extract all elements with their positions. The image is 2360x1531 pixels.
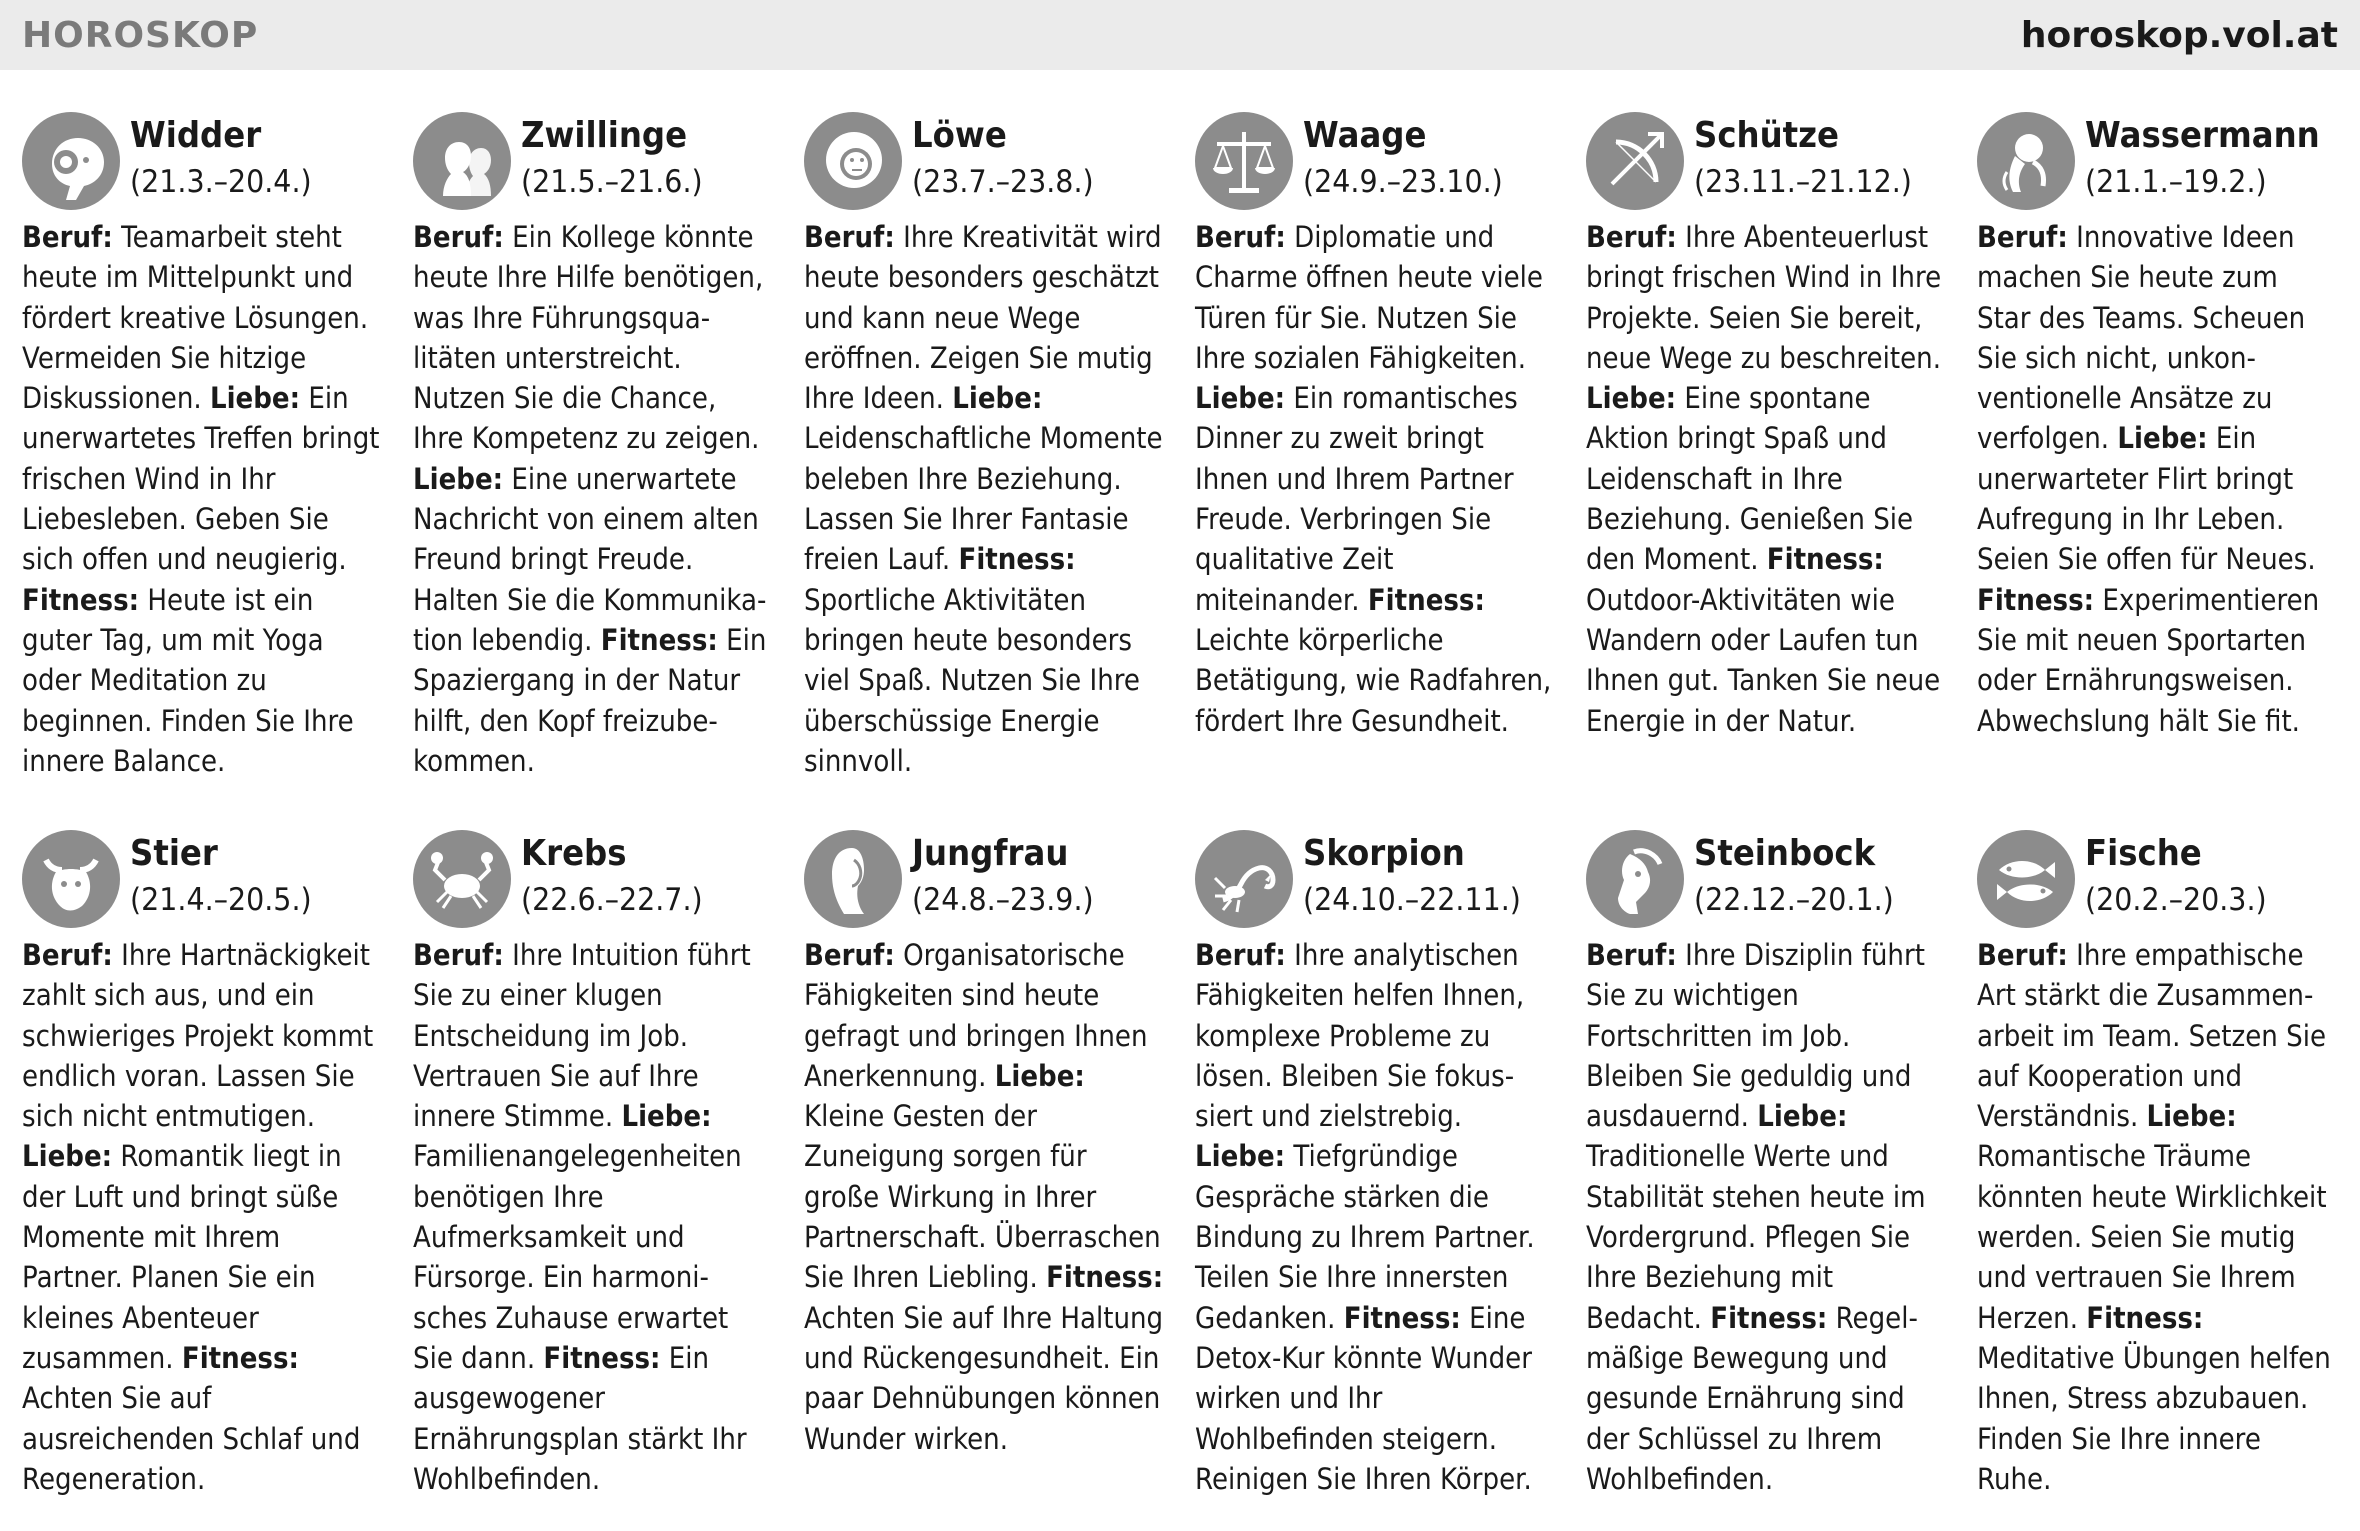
sign-card-schütze bbox=[1586, 112, 1956, 741]
liebe-label: Liebe: bbox=[22, 1139, 113, 1174]
fitness-label: Fitness: bbox=[600, 622, 718, 657]
sign-text bbox=[804, 935, 1164, 1459]
beruf-text: Organisatorische Fähigkeiten sind heute gefragt und bringen Ihnen Anerkennung. bbox=[804, 938, 1148, 1093]
sign-dates: (24.10.–22.11.) bbox=[1303, 882, 1521, 918]
sign-text bbox=[1977, 217, 2337, 741]
fitness-label: Fitness: bbox=[1710, 1300, 1828, 1335]
fitness-label: Fitness: bbox=[1766, 542, 1884, 577]
sign-name: Skorpion bbox=[1303, 833, 1465, 874]
sign-name: Wassermann bbox=[2085, 115, 2320, 156]
sign-header bbox=[1977, 830, 2347, 935]
sign-text bbox=[413, 217, 773, 781]
fitness-label: Fitness: bbox=[1343, 1300, 1461, 1335]
fitness-text: Leichte körperliche Betätigung, wie Radfahren, fördert Ihre Gesundheit. bbox=[1195, 622, 1552, 738]
sign-card-waage bbox=[1195, 112, 1565, 741]
sign-dates: (23.7.–23.8.) bbox=[912, 164, 1094, 200]
sign-name: Stier bbox=[130, 833, 218, 874]
liebe-text: Familienangelegenheiten benötigen Ihre Aufmerksamkeit und Fürsorge. Ein harmonisches Zuhause erwartet Sie dann. bbox=[413, 1139, 742, 1375]
beruf-text: Ihre analytischen Fähigkeiten helfen Ihnen, komplexe Probleme zu lösen. Bleiben Sie fokussiert und zielstrebig. bbox=[1195, 938, 1525, 1134]
beruf-text: Teamarbeit steht heute im Mittelpunkt und fördert kreative Lösungen. Vermeiden Sie hitzige Diskussionen. bbox=[22, 220, 369, 416]
sign-card-fische bbox=[1977, 830, 2347, 1499]
sign-header bbox=[413, 830, 783, 935]
liebe-label: Liebe: bbox=[209, 381, 301, 416]
liebe-text: Romantik liegt in der Luft und bringt süße Momente mit Ihrem Partner. Planen Sie ein kleines Abenteuer zusammen. bbox=[22, 1139, 342, 1375]
sign-name: Fische bbox=[2085, 833, 2202, 874]
twins-icon bbox=[413, 112, 511, 210]
sign-text bbox=[1586, 217, 1946, 741]
sign-text bbox=[413, 935, 773, 1499]
liebe-text: Kleine Gesten der Zuneigung sorgen für große Wirkung in Ihrer Partnerschaft. Überraschen Sie Ihren Liebling. bbox=[804, 1099, 1161, 1295]
liebe-text: Ein unerwarteter Flirt bringt Aufregung in Ihr Leben. Seien Sie offen für Neues. bbox=[1977, 421, 2316, 577]
beruf-label: Beruf: bbox=[1977, 938, 2068, 972]
fitness-text: Heute ist ein guter Tag, um mit Yoga oder Meditation zu beginnen. Finden Sie Ihre innere Balance. bbox=[22, 582, 354, 778]
sign-text bbox=[1195, 935, 1555, 1499]
beruf-text: Diplomatie und Charme öffnen heute viele Türen für Sie. Nutzen Sie Ihre sozialen Fähigkeiten. bbox=[1195, 220, 1544, 375]
sign-text bbox=[1586, 935, 1946, 1499]
sign-text bbox=[804, 217, 1164, 781]
sign-header bbox=[1586, 830, 1956, 935]
beruf-label: Beruf: bbox=[1195, 220, 1286, 254]
sign-name: Widder bbox=[130, 115, 262, 156]
fitness-label: Fitness: bbox=[1367, 582, 1485, 617]
fitness-text: Ein Spaziergang in der Natur hilft, den Kopf freizubekommen. bbox=[413, 622, 767, 778]
scorpion-icon bbox=[1195, 830, 1293, 928]
liebe-label: Liebe: bbox=[413, 461, 504, 496]
bull-icon bbox=[22, 830, 120, 928]
liebe-label: Liebe: bbox=[621, 1099, 712, 1134]
liebe-label: Liebe: bbox=[2117, 421, 2208, 456]
liebe-text: Traditionelle Werte und Stabilität stehen heute im Vordergrund. Pflegen Sie Ihre Beziehung mit Bedacht. bbox=[1586, 1139, 1926, 1335]
fitness-label: Fitness: bbox=[1046, 1260, 1164, 1295]
fitness-label: Fitness: bbox=[1977, 582, 2095, 617]
sign-dates: (24.9.–23.10.) bbox=[1303, 164, 1503, 200]
beruf-label: Beruf: bbox=[804, 938, 895, 972]
sign-header bbox=[1977, 112, 2347, 217]
sign-text bbox=[1195, 217, 1555, 741]
crab-icon bbox=[413, 830, 511, 928]
fish-icon bbox=[1977, 830, 2075, 928]
site-link[interactable]: horoskop.vol.at bbox=[2020, 14, 2338, 56]
liebe-text: Romantische Träume könnten heute Wirklichkeit werden. Seien Sie mutig und vertrauen Sie Ihrem Herzen. bbox=[1977, 1139, 2327, 1335]
beruf-label: Beruf: bbox=[413, 938, 504, 972]
fitness-text: Outdoor-Aktivitäten wie Wandern oder Laufen tun Ihnen gut. Tanken Sie neue Energie in der Natur. bbox=[1586, 582, 1941, 738]
sign-name: Zwillinge bbox=[521, 115, 688, 156]
fitness-text: Eine Detox-Kur könnte Wunder wirken und Ihr Wohlbefinden steigern. Reinigen Sie Ihren Körper. bbox=[1195, 1300, 1532, 1496]
beruf-label: Beruf: bbox=[1195, 938, 1286, 972]
sign-card-skorpion bbox=[1195, 830, 1565, 1499]
sign-dates: (24.8.–23.9.) bbox=[912, 882, 1094, 918]
sign-header bbox=[804, 112, 1174, 217]
sign-dates: (21.4.–20.5.) bbox=[130, 882, 312, 918]
beruf-text: Ihre Kreativität wird heute besonders geschätzt und kann neue Wege eröffnen. Zeigen Sie mutig Ihre Ideen. bbox=[804, 220, 1162, 416]
liebe-text: Tiefgründige Gespräche stärken die Bindung zu Ihrem Partner. Teilen Sie Ihre innersten Gedanken. bbox=[1195, 1139, 1535, 1335]
sign-card-löwe bbox=[804, 112, 1174, 781]
sign-header bbox=[413, 112, 783, 217]
lion-icon bbox=[804, 112, 902, 210]
sign-header bbox=[804, 830, 1174, 935]
beruf-label: Beruf: bbox=[1586, 938, 1677, 972]
fitness-label: Fitness: bbox=[2086, 1300, 2204, 1335]
fitness-text: Regelmäßige Bewegung und gesunde Ernährung sind der Schlüssel zu Ihrem Wohlbefinden. bbox=[1586, 1300, 1918, 1496]
sign-header bbox=[1586, 112, 1956, 217]
sign-name: Jungfrau bbox=[912, 833, 1069, 874]
beruf-text: Ihre Intuition führt Sie zu einer klugen Entscheidung im Job. Vertrauen Sie auf Ihre innere Stimme. bbox=[413, 938, 751, 1134]
liebe-text: Leidenschaftliche Momente beleben Ihre Beziehung. Lassen Sie Ihrer Fantasie freien Lauf. bbox=[804, 421, 1163, 577]
sign-header bbox=[1195, 830, 1565, 935]
sign-header bbox=[22, 112, 392, 217]
fitness-label: Fitness: bbox=[958, 542, 1076, 577]
sign-card-stier bbox=[22, 830, 392, 1499]
sign-name: Schütze bbox=[1694, 115, 1839, 156]
bow-arrow-icon bbox=[1586, 112, 1684, 210]
sign-text bbox=[22, 935, 382, 1499]
sign-dates: (22.12.–20.1.) bbox=[1694, 882, 1894, 918]
fitness-label: Fitness: bbox=[543, 1340, 661, 1375]
fitness-text: Achten Sie auf ausreichenden Schlaf und Regeneration. bbox=[22, 1381, 361, 1496]
liebe-label: Liebe: bbox=[994, 1058, 1085, 1093]
fitness-label: Fitness: bbox=[181, 1340, 299, 1375]
ram-icon bbox=[22, 112, 120, 210]
sign-header bbox=[22, 830, 392, 935]
liebe-label: Liebe: bbox=[1195, 381, 1286, 416]
sign-dates: (22.6.–22.7.) bbox=[521, 882, 703, 918]
scales-icon bbox=[1195, 112, 1293, 210]
beruf-text: Ihre empathische Art stärkt die Zusammenarbeit im Team. Setzen Sie auf Kooperation und Verständnis. bbox=[1977, 938, 2327, 1134]
beruf-label: Beruf: bbox=[1977, 220, 2068, 254]
sign-dates: (23.11.–21.12.) bbox=[1694, 164, 1912, 200]
sign-name: Krebs bbox=[521, 833, 627, 874]
beruf-text: Ein Kollege könnte heute Ihre Hilfe benötigen, was Ihre Führungsqualitäten unterstreicht. Nutzen Sie die Chance, Ihre Kompetenz zu zeigen. bbox=[413, 220, 764, 456]
liebe-label: Liebe: bbox=[1195, 1139, 1286, 1174]
liebe-text: Ein romantisches Dinner zu zweit bringt Ihnen und Ihrem Partner Freude. Verbringen Sie qualitative Zeit miteinander. bbox=[1195, 381, 1518, 617]
liebe-text: Ein unerwartetes Treffen bringt frischen Wind in Ihr Liebesleben. Geben Sie sich offen und neugierig. bbox=[22, 381, 380, 577]
sign-card-steinbock bbox=[1586, 830, 1956, 1499]
sign-card-jungfrau bbox=[804, 830, 1174, 1459]
beruf-text: Ihre Hartnäckigkeit zahlt sich aus, und ein schwieriges Projekt kommt endlich voran. Lassen Sie sich nicht entmutigen. bbox=[22, 938, 374, 1134]
liebe-label: Liebe: bbox=[952, 381, 1043, 416]
liebe-text: Eine unerwartete Nachricht von einem alten Freund bringt Freude. Halten Sie die Kommunikation lebendig. bbox=[413, 461, 767, 657]
water-bearer-icon bbox=[1977, 112, 2075, 210]
sign-dates: (21.5.–21.6.) bbox=[521, 164, 703, 200]
sign-text bbox=[22, 217, 382, 781]
sign-dates: (21.3.–20.4.) bbox=[130, 164, 312, 200]
fitness-text: Experimentieren Sie mit neuen Sportarten oder Ernährungsweisen. Abwechslung hält Sie fit. bbox=[1977, 582, 2320, 738]
sign-text bbox=[1977, 935, 2337, 1499]
sign-dates: (21.1.–19.2.) bbox=[2085, 164, 2267, 200]
beruf-label: Beruf: bbox=[1586, 220, 1677, 254]
beruf-text: Ihre Disziplin führt Sie zu wichtigen Fortschritten im Job. Bleiben Sie geduldig und ausdauernd. bbox=[1586, 938, 1925, 1134]
sign-name: Steinbock bbox=[1694, 833, 1876, 874]
beruf-label: Beruf: bbox=[22, 938, 113, 972]
beruf-label: Beruf: bbox=[22, 220, 113, 254]
liebe-label: Liebe: bbox=[1757, 1099, 1848, 1134]
page-title: HOROSKOP bbox=[22, 14, 259, 56]
goat-icon bbox=[1586, 830, 1684, 928]
sign-header bbox=[1195, 112, 1565, 217]
fitness-text: Ein ausgewogener Ernährungsplan stärkt Ihr Wohlbefinden. bbox=[413, 1340, 747, 1496]
virgin-icon bbox=[804, 830, 902, 928]
sign-card-krebs bbox=[413, 830, 783, 1499]
beruf-text: Ihre Abenteuerlust bringt frischen Wind in Ihre Projekte. Seien Sie bereit, neue Wege zu beschreiten. bbox=[1586, 220, 1942, 375]
sign-card-widder bbox=[22, 112, 392, 781]
fitness-text: Meditative Übungen helfen Ihnen, Stress abzubauen. Finden Sie Ihre innere Ruhe. bbox=[1977, 1340, 2331, 1496]
sign-dates: (20.2.–20.3.) bbox=[2085, 882, 2267, 918]
sign-name: Löwe bbox=[912, 115, 1007, 156]
sign-card-zwillinge bbox=[413, 112, 783, 781]
fitness-text: Achten Sie auf Ihre Haltung und Rückengesundheit. Ein paar Dehnübungen können Wunder wirken. bbox=[804, 1300, 1164, 1456]
fitness-label: Fitness: bbox=[22, 582, 140, 617]
fitness-text: Sportliche Aktivitäten bringen heute besonders viel Spaß. Nutzen Sie Ihre überschüssige Energie sinnvoll. bbox=[804, 582, 1140, 778]
liebe-text: Eine spontane Aktion bringt Spaß und Leidenschaft in Ihre Beziehung. Genießen Sie den Moment. bbox=[1586, 381, 1914, 577]
liebe-label: Liebe: bbox=[1586, 381, 1677, 416]
sign-card-wassermann bbox=[1977, 112, 2347, 741]
sign-name: Waage bbox=[1303, 115, 1427, 156]
beruf-text: Innovative Ideen machen Sie heute zum Star des Teams. Scheuen Sie sich nicht, unkonventionelle Ansätze zu verfolgen. bbox=[1977, 220, 2306, 456]
beruf-label: Beruf: bbox=[413, 220, 504, 254]
beruf-label: Beruf: bbox=[804, 220, 895, 254]
liebe-label: Liebe: bbox=[2146, 1099, 2237, 1134]
